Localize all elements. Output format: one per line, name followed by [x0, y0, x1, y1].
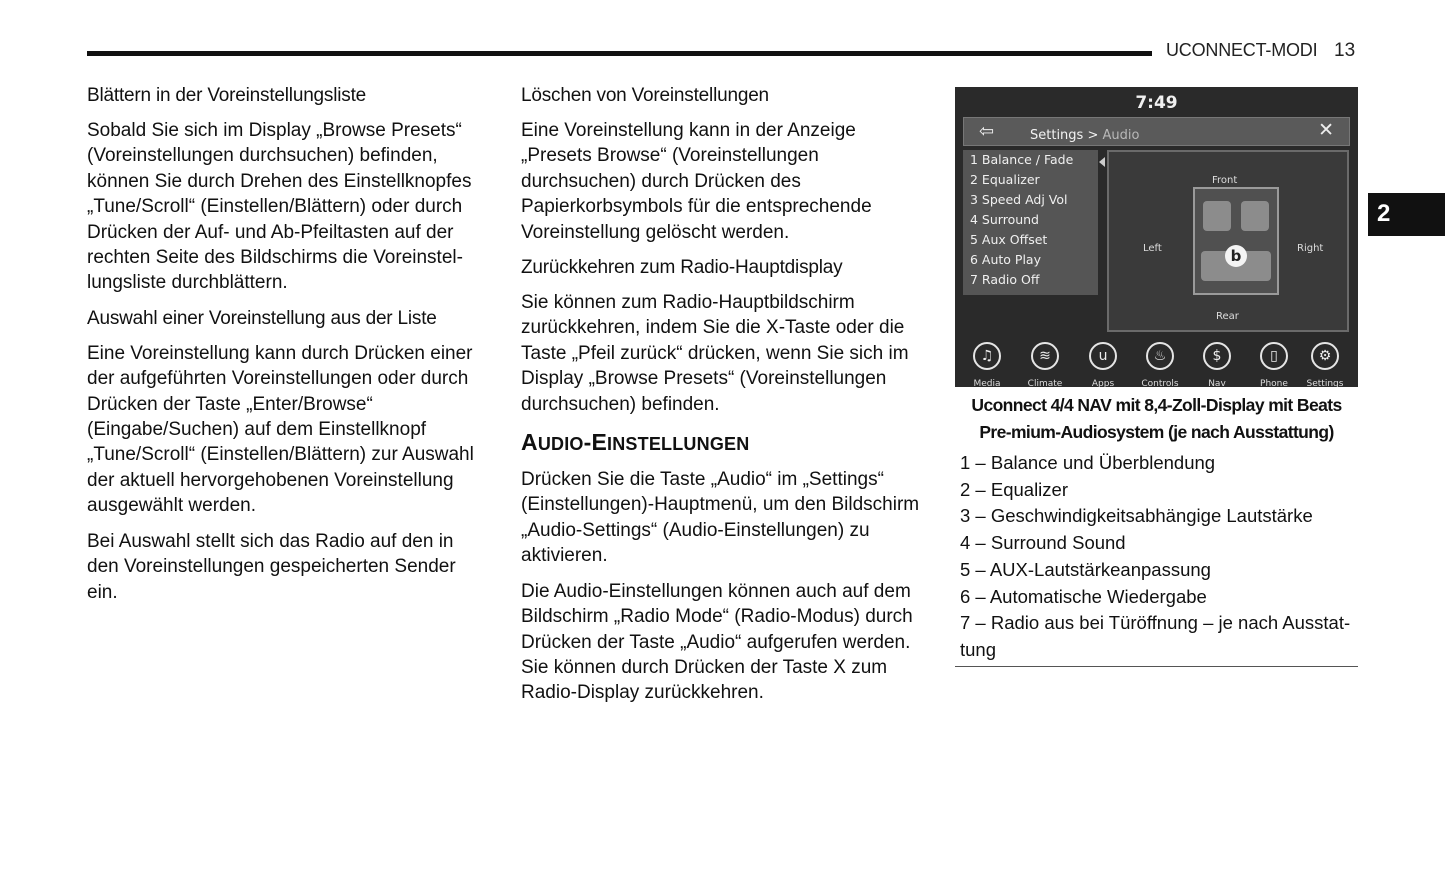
uconnect-audio-screen [955, 87, 1358, 387]
figure-caption: Uconnect 4/4 NAV mit 8,4-Zoll-Display mit Beats Pre-mium-Audiosystem (je nach Ausstattung) [971, 395, 1342, 442]
breadcrumb-audio: Audio [1102, 128, 1140, 143]
menu-item-balance-fade[interactable]: 1 Balance / Fade [970, 152, 1074, 167]
beats-balance-point-icon[interactable]: b [1225, 245, 1247, 267]
audio-menu [963, 150, 1098, 295]
screen-title-bar [963, 117, 1350, 146]
paragraph-audio-activate: Drücken Sie die Taste „Audio“ im „Settings“ (Einstellungen)-Hauptmenü, um den Bildschirm „Audio-Settings“ (Audio-Einstellungen) zu aktivieren. [521, 469, 920, 567]
label-right[interactable]: Right [1297, 243, 1324, 254]
media-icon: ♫ [973, 342, 1001, 370]
legend-item: 5 – AUX-Lautstärkeanpassung [960, 558, 1211, 580]
heading-browse-presets: Blättern in der Voreinstellungsliste [87, 85, 367, 106]
legend-item: 7 – Radio aus bei Türöffnung – je nach Ausstat-tung [960, 612, 1351, 660]
dock-controls[interactable] [1132, 342, 1188, 387]
dock-apps[interactable] [1075, 342, 1131, 387]
bottom-dock [955, 339, 1358, 387]
balance-fade-panel [1107, 150, 1349, 332]
breadcrumb-settings[interactable]: Settings [1030, 128, 1084, 143]
legend-item: 6 – Automatische Wiedergabe [960, 585, 1207, 607]
dock-settings[interactable] [1297, 342, 1353, 387]
controls-icon: ♨ [1146, 342, 1174, 370]
close-icon[interactable]: ✕ [1318, 119, 1334, 141]
clock: 7:49 [1135, 93, 1178, 113]
paragraph-return-radio: Sie können zum Radio-Hauptbildschirm zurückkehren, indem Sie die X-Taste oder die Taste „Pfeil zurück“ drücken, wenn Sie sich im Display „Browse Presets“ (Voreinstellungen durchsuchen) befinden. [521, 292, 909, 415]
heading-dash: - [583, 429, 592, 456]
seat-front-left-icon [1203, 201, 1231, 231]
paragraph-select-result: Bei Auswahl stellt sich das Radio auf den in den Voreinstellungen gespeicherten Sender ein. [87, 530, 456, 603]
header-rule [87, 51, 1152, 56]
dock-label-apps: Apps [1091, 379, 1115, 387]
seat-front-right-icon [1241, 201, 1269, 231]
chapter-tab: 2 [1368, 193, 1445, 236]
legend-item: 2 – Equalizer [960, 478, 1068, 500]
dock-label-climate: Climate [1027, 379, 1063, 387]
breadcrumb-separator: > [1083, 128, 1103, 143]
section-title: UCONNECT-MODI [1166, 40, 1318, 60]
menu-item-auto-play[interactable]: 6 Auto Play [970, 252, 1041, 267]
heading-select-preset: Auswahl einer Voreinstellung aus der Liste [87, 307, 437, 329]
paragraph-delete-presets: Eine Voreinstellung kann in der Anzeige „Presets Browse“ (Voreinstellungen durchsuchen) durch Drücken des Papierkorbsymbols für die entsprechende Voreinstellung gelöscht werden. [521, 120, 872, 243]
dock-label-phone: Phone [1260, 379, 1288, 387]
label-rear[interactable]: Rear [1216, 311, 1239, 322]
selected-item-pointer-icon [1099, 157, 1105, 167]
legend-item: 1 – Balance und Überblendung [960, 452, 1216, 473]
paragraph-select-preset: Eine Voreinstellung kann durch Drücken einer der aufgeführten Voreinstellungen oder durch Drücken der Taste „Enter/Browse“ (Eingabe/Suchen) auf dem Einstellknopf „Tune/Scroll“ (Einstellen/Blättern) zur Auswahl der aktuell hervorgehobenen Voreinstellung ausgewählt werden. [87, 342, 474, 517]
right-column [955, 87, 1358, 667]
breadcrumb [1030, 123, 1139, 148]
menu-item-speed-adj-vol[interactable]: 3 Speed Adj Vol [970, 192, 1068, 207]
label-front[interactable]: Front [1212, 175, 1238, 186]
page-number: 13 [1334, 40, 1356, 61]
heading-delete-presets: Löschen von Voreinstellungen [521, 85, 769, 106]
dock-label-controls: Controls [1141, 379, 1179, 387]
paragraph-browse-presets: Sobald Sie sich im Display „Browse Presets“ (Voreinstellungen durchsuchen) befinden, können Sie durch Drehen des Einstellknopfes „Tune/Scroll“ (Einstellen/Blättern) oder durch Drücken der Auf- und Ab-Pfeiltasten auf der rechten Seite des Bildschirms die Voreinstel-lungsliste durchblättern. [87, 120, 472, 294]
menu-item-radio-off[interactable]: 7 Radio Off [970, 272, 1040, 287]
dock-label-media: Media [973, 379, 1001, 387]
settings-icon: ⚙ [1311, 342, 1339, 370]
heading-initial-e: E [591, 429, 608, 456]
dock-label-settings: Settings [1306, 379, 1344, 387]
middle-column [521, 83, 921, 716]
menu-item-aux-offset[interactable]: 5 Aux Offset [970, 232, 1048, 247]
legend-item: 4 – Surround Sound [960, 532, 1126, 554]
heading-initial-a: A [521, 429, 538, 456]
label-left[interactable]: Left [1143, 243, 1162, 254]
phone-icon: ▯ [1260, 342, 1288, 370]
dock-media[interactable] [959, 342, 1015, 387]
menu-item-equalizer[interactable]: 2 Equalizer [970, 172, 1040, 187]
legend-item: 3 – Geschwindigkeitsabhängige Lautstärke [960, 505, 1313, 527]
left-column [87, 83, 487, 615]
dock-nav[interactable] [1189, 342, 1245, 387]
figure-legend [955, 450, 1358, 664]
back-arrow-icon[interactable]: ⇦ [979, 121, 995, 142]
menu-item-surround[interactable]: 4 Surround [970, 212, 1039, 227]
car-cabin-diagram [1193, 187, 1279, 295]
heading-smallcaps-udio: UDIO [537, 434, 584, 455]
dock-climate[interactable] [1017, 342, 1073, 387]
dock-phone[interactable] [1246, 342, 1302, 387]
paragraph-audio-radio-mode: Die Audio-Einstellungen können auch auf dem Bildschirm „Radio Mode“ (Radio-Modus) durch Drücken der Taste „Audio“ aufgerufen werden. Sie können durch Drücken der Taste X zum Radio-Display zurückkehren. [521, 580, 913, 704]
legend-bottom-rule [955, 666, 1358, 667]
apps-icon: u [1089, 342, 1117, 370]
climate-icon: ≋ [1031, 342, 1059, 370]
section-heading-audio-settings [521, 427, 921, 459]
heading-return-radio: Zurückkehren zum Radio-Hauptdisplay [521, 257, 843, 279]
nav-icon: $ [1203, 342, 1231, 370]
heading-smallcaps-instellungen: INSTELLUNGEN [607, 434, 750, 455]
dock-label-nav: Nav [1208, 379, 1226, 387]
